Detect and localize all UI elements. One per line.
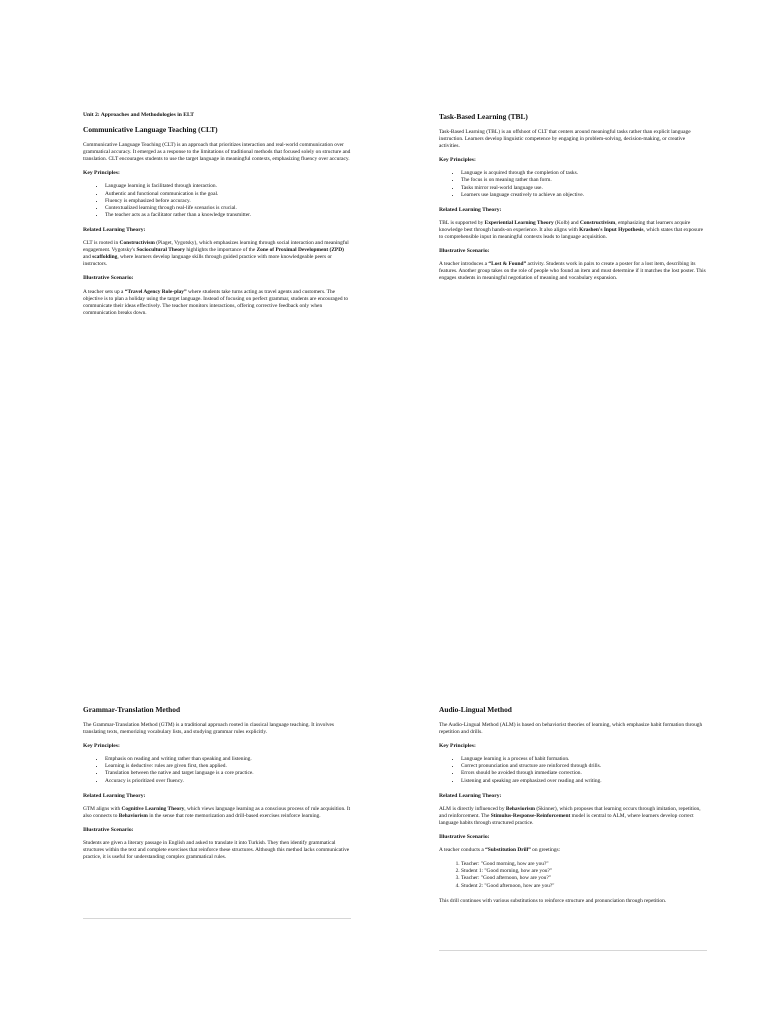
tbl-principles-heading: Key Principles:	[439, 157, 476, 164]
clt-principles-heading: Key Principles:	[83, 170, 120, 177]
alm-principles-heading: Key Principles:	[439, 743, 476, 750]
tbl-theory-heading: Related Learning Theory:	[439, 206, 502, 213]
list-item: • Emphasis on reading and writing rather than speaking and listening.	[105, 756, 351, 763]
list-item: • Listening and speaking are emphasized over reading and writing.	[461, 778, 707, 785]
list-item: • Translation between the native and target language is a core practice.	[105, 770, 351, 777]
alm-heading: Audio-Lingual Method	[439, 705, 512, 714]
tbl-scenario: A teacher introduces a “Lost & Found” activity. Students work in pairs to create a poster for a lost item, describing its features. Another group takes on the role of people who found an item and must determine if it matches the lost poster. This engages students in meaningful negotiation of meaning and vocabulary expansion.	[439, 261, 706, 282]
tbl-intro: Task-Based Learning (TBL) is an offshoot of CLT that centers around meaningful tasks rather than explicit language instruction. Learners develop linguistic competence by engaging in problem-solving, decision-making, or creative activities.	[439, 129, 691, 150]
unit-title: Unit 2: Approaches and Methodologies in ELT	[83, 112, 194, 118]
list-item: • Learners use language creatively to achieve an objective.	[461, 192, 707, 199]
list-item: • Learning is deductive: rules are given first, then applied.	[105, 763, 351, 770]
clt-intro: Communicative Language Teaching (CLT) is an approach that prioritizes interaction and real-world communication over grammatical accuracy. It emerged as a response to the limitations of traditional methods that focused solely on structure and translation. CLT encourages students to use the target language in meaningful contexts, emphasizing fluency over accuracy.	[83, 142, 351, 163]
divider	[83, 918, 351, 919]
list-item: • Accuracy is prioritized over fluency.	[105, 778, 351, 785]
list-item: 2. Student 1: "Good morning, how are you?"	[461, 868, 707, 875]
alm-scenario: A teacher conducts a “Substitution Drill” on greetings:	[439, 847, 561, 854]
tbl-theory: TBL is supported by Experiential Learning Theory (Kolb) and Constructivism, emphasizing that learners acquire knowledge best through hands-on experience. It also aligns with Krashen's Input Hypothesis, which states that exposure to comprehensible input in meaningful contexts leads to language acquisition.	[439, 219, 703, 241]
gtm-theory: GTM aligns with Cognitive Learning Theory, which views language learning as a conscious process of rule acquisition. It also connects to Behaviorism in the sense that rote memorization and drill-based exercises reinforce learning.	[83, 805, 351, 819]
list-item: • Correct pronunciation and structure are reinforced through drills.	[461, 763, 707, 770]
clt-section	[83, 112, 351, 324]
alm-scenario-heading: Illustrative Scenario:	[439, 834, 490, 841]
clt-scenario: A teacher sets up a “Travel Agency Role-play” where students take turns acting as travel agents and customers. The objective is to plan a holiday using the target language. Instead of focusing on perfect grammar, students are encouraged to communicate their ideas effectively. The teacher monitors interactions, offering corrective feedback only when communication breaks down.	[83, 288, 349, 316]
list-item: 1. Teacher: "Good morning, how are you?"	[461, 861, 707, 868]
clt-theory-heading: Related Learning Theory:	[83, 226, 146, 233]
list-item: • The focus is on meaning rather than form.	[461, 177, 707, 184]
list-item: • Language learning is a process of habit formation.	[461, 756, 707, 763]
alm-intro: The Audio-Lingual Method (ALM) is based on behaviorist theories of learning, which emphasize habit formation through repetition and drills.	[439, 722, 703, 736]
list-item: 3. Teacher: "Good afternoon, how are you?"	[461, 875, 707, 882]
list-item: • Fluency is emphasized before accuracy.	[105, 198, 351, 205]
list-item: • Authentic and functional communication is the goal.	[105, 191, 351, 198]
tbl-scenario-heading: Illustrative Scenario:	[439, 248, 490, 255]
clt-theory: CLT is rooted in Constructivism (Piaget, Vygotsky), which emphasizes learning through social interaction and meaningful engagement. Vygotsky's Sociocultural Theory highlights the importance of the Zone of Proximal Development (ZPD) and scaffolding, where learners develop language skills through guided practice with more knowledgeable peers or instructors.	[83, 240, 349, 268]
list-item: • Language learning is facilitated through interaction.	[105, 183, 351, 190]
clt-scenario-heading: Illustrative Scenario:	[83, 275, 134, 282]
divider	[439, 950, 707, 951]
gtm-principles-heading: Key Principles:	[83, 743, 120, 750]
list-item: • Language is acquired through the completion of tasks.	[461, 170, 707, 177]
tbl-section	[439, 112, 707, 290]
list-item: • Tasks mirror real-world language use.	[461, 185, 707, 192]
gtm-section	[83, 705, 351, 868]
gtm-scenario: Students are given a literary passage in English and asked to translate it into Turkish. They then identify grammatical structures within the text and complete exercises that reinforce these structures. Although this method lacks communicative practice, it is useful for understanding complex grammatical rules.	[83, 840, 350, 861]
tbl-heading: Task-Based Learning (TBL)	[439, 112, 528, 121]
list-item: • The teacher acts as a facilitator rather than a knowledge transmitter.	[105, 212, 351, 219]
gtm-principles-list	[83, 756, 351, 784]
gtm-theory-heading: Related Learning Theory:	[83, 792, 146, 799]
list-item: • Errors should be avoided through immediate correction.	[461, 770, 707, 777]
alm-principles-list	[439, 756, 707, 784]
alm-drill-list	[439, 861, 707, 889]
gtm-heading: Grammar-Translation Method	[83, 705, 181, 714]
alm-section	[439, 705, 707, 912]
gtm-intro: The Grammar-Translation Method (GTM) is a traditional approach rooted in classical language teaching. It involves translating texts, memorizing vocabulary lists, and studying grammar rules explicitly.	[83, 722, 335, 736]
alm-closing: This drill continues with various substitutions to reinforce structure and pronunciation through repetition.	[439, 897, 667, 904]
clt-principles-list	[83, 183, 351, 218]
list-item: 4. Student 2: "Good afternoon, how are you?"	[461, 883, 707, 890]
gtm-scenario-heading: Illustrative Scenario:	[83, 826, 134, 833]
clt-heading: Communicative Language Teaching (CLT)	[83, 125, 218, 135]
alm-theory: ALM is directly influenced by Behaviorism (Skinner), which proposes that learning occurs through imitation, repetition, and reinforcement. The Stimulus-Response-Reinforcement model is central to ALM, where learners develop correct language habits through structured practice.	[439, 805, 701, 826]
list-item: • Contextualized learning through real-life scenarios is crucial.	[105, 205, 351, 212]
tbl-principles-list	[439, 170, 707, 198]
alm-theory-heading: Related Learning Theory:	[439, 792, 502, 799]
